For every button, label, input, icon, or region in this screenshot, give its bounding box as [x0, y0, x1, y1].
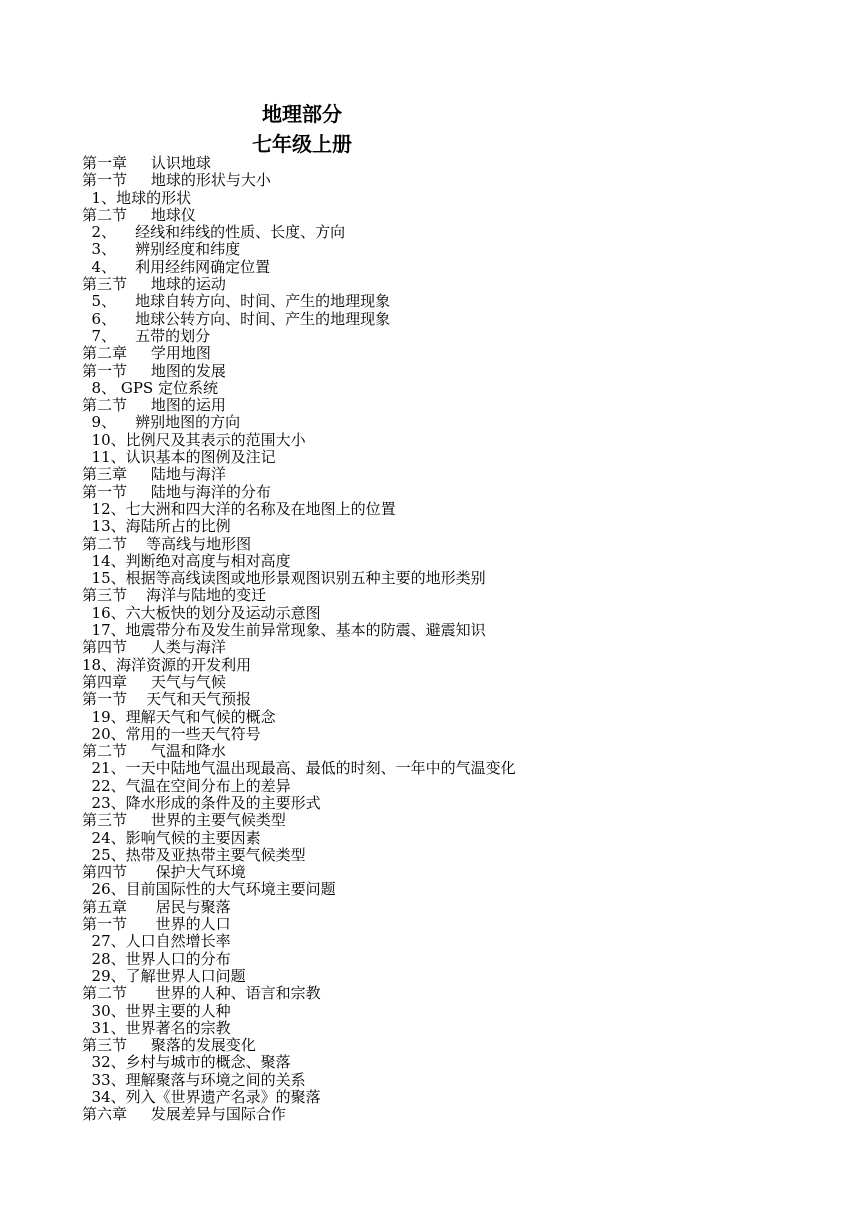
- outline-item: 14、判断绝对高度与相对高度: [82, 551, 291, 570]
- outline-item: 16、六大板快的划分及运动示意图: [82, 603, 321, 622]
- section-heading: 第三节 地球的运动: [82, 275, 226, 294]
- section-heading: 第三节 海洋与陆地的变迁: [82, 586, 267, 605]
- outline-item: 4、 利用经纬网确定位置: [82, 257, 271, 276]
- outline-item: 32、乡村与城市的概念、聚落: [82, 1053, 291, 1072]
- outline-item: 7、 五带的划分: [82, 326, 211, 345]
- section-heading: 第四节 人类与海洋: [82, 638, 226, 657]
- section-heading: 第一节 陆地与海洋的分布: [82, 482, 271, 501]
- section-heading: 第三节 聚落的发展变化: [82, 1036, 256, 1055]
- outline-item: 34、列入《世界遗产名录》的聚落: [82, 1088, 321, 1107]
- outline-item: 27、人口自然增长率: [82, 932, 231, 951]
- section-heading: 第三节 世界的主要气候类型: [82, 811, 286, 830]
- section-heading: 第一节 地图的发展: [82, 361, 226, 380]
- outline-item: 3、 辨别经度和纬度: [82, 240, 241, 259]
- outline-list: [82, 155, 516, 1124]
- outline-item: 12、七大洲和四大洋的名称及在地图上的位置: [82, 499, 396, 518]
- section-heading: 第四节 保护大气环境: [82, 863, 246, 882]
- outline-item: 6、 地球公转方向、时间、产生的地理现象: [82, 309, 391, 328]
- chapter-heading: 第四章 天气与气候: [82, 672, 226, 691]
- outline-item: 17、地震带分布及发生前异常现象、基本的防震、避震知识: [82, 621, 486, 640]
- page-title: 地理部分: [262, 102, 342, 126]
- outline-item: 24、影响气候的主要因素: [82, 828, 261, 847]
- section-heading: 第二节 地图的运用: [82, 396, 226, 415]
- outline-item: 20、常用的一些天气符号: [82, 724, 261, 743]
- chapter-heading: 第一章 认识地球: [82, 154, 211, 172]
- outline-item: 11、认识基本的图例及注记: [82, 448, 276, 467]
- outline-item: 1、地球的形状: [82, 188, 192, 207]
- outline-item: 33、理解聚落与环境之间的关系: [82, 1070, 306, 1089]
- page-subtitle: 七年级上册: [252, 132, 352, 156]
- chapter-heading: 第三章 陆地与海洋: [82, 465, 226, 484]
- outline-item: 5、 地球自转方向、时间、产生的地理现象: [82, 292, 391, 311]
- outline-item: 19、理解天气和气候的概念: [82, 707, 276, 726]
- outline-item: 28、世界人口的分布: [82, 949, 231, 968]
- outline-item: 30、世界主要的人种: [82, 1001, 231, 1020]
- section-heading: 第一节 天气和天气预报: [82, 690, 252, 709]
- outline-item: 25、热带及亚热带主要气候类型: [82, 845, 306, 864]
- outline-item: 8、 GPS 定位系统: [82, 378, 218, 397]
- outline-item: 21、一天中陆地气温出现最高、最低的时刻、一年中的气温变化: [82, 759, 516, 778]
- outline-item: 13、海陆所占的比例: [82, 517, 231, 536]
- outline-item: 26、目前国际性的大气环境主要问题: [82, 880, 336, 899]
- outline-item: 10、比例尺及其表示的范围大小: [82, 430, 306, 449]
- outline-item: 18、海洋资源的开发利用: [82, 655, 252, 674]
- section-heading: 第二节 气温和降水: [82, 742, 226, 761]
- outline-item: 22、气温在空间分布上的差异: [82, 776, 291, 795]
- outline-item: 9、 辨别地图的方向: [82, 413, 241, 432]
- section-heading: 第一节 地球的形状与大小: [82, 171, 271, 190]
- section-heading: 第二节 等高线与地形图: [82, 534, 252, 553]
- outline-item: 23、降水形成的条件及的主要形式: [82, 793, 321, 812]
- outline-item: 31、世界著名的宗教: [82, 1018, 231, 1037]
- section-heading: 第一节 世界的人口: [82, 915, 231, 934]
- section-heading: 第二节 地球仪: [82, 205, 196, 224]
- outline-item: 2、 经线和纬线的性质、长度、方向: [82, 223, 346, 242]
- chapter-heading: 第二章 学用地图: [82, 344, 211, 363]
- outline-item: 15、根据等高线读图或地形景观图识别五种主要的地形类别: [82, 569, 486, 588]
- chapter-heading: 第六章 发展差异与国际合作: [82, 1105, 286, 1124]
- chapter-heading: 第五章 居民与聚落: [82, 897, 231, 916]
- outline-item: 29、了解世界人口问题: [82, 966, 246, 985]
- section-heading: 第二节 世界的人种、语言和宗教: [82, 984, 321, 1003]
